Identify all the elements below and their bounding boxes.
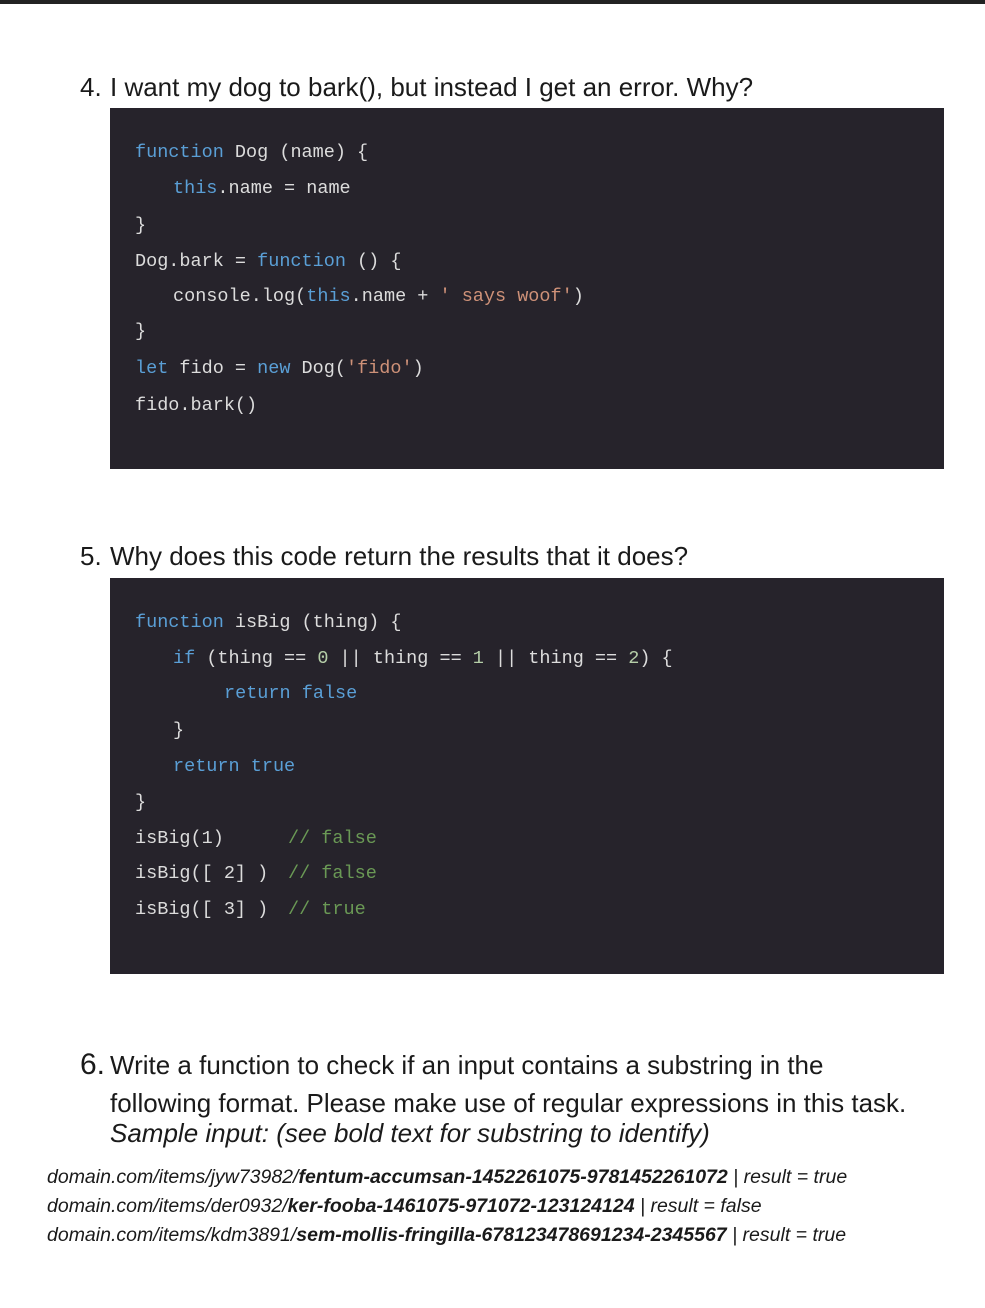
code-line: function isBig (thing) {: [135, 612, 402, 633]
code-line: return false: [224, 683, 358, 704]
sample-url-list: [47, 1163, 847, 1250]
question-text: [110, 1046, 970, 1148]
question-number: 4.: [80, 72, 102, 102]
sample-url: domain.com/items/kdm3891/sem-mollis-fringilla-678123478691234-2345567 | result = true: [47, 1224, 847, 1246]
code-line: fido.bark(): [135, 395, 258, 416]
code-comment: // true: [288, 899, 366, 920]
code-line: this.name = name: [173, 178, 351, 199]
sample-url: domain.com/items/der0932/ker-fooba-1461075-971072-123124124 | result = false: [47, 1195, 762, 1217]
code-comment: // false: [288, 828, 377, 849]
question-number: 5.: [80, 541, 102, 571]
code-line: return true: [173, 756, 296, 777]
code-line: }: [135, 215, 147, 236]
code-line: }: [173, 720, 185, 741]
code-comment: // false: [288, 863, 377, 884]
question-text-line: following format. Please make use of regular expressions in this task.: [110, 1088, 907, 1118]
code-line: let fido = new Dog('fido'): [135, 358, 424, 379]
question-4: [80, 71, 753, 103]
question-number: 6.: [80, 1048, 106, 1081]
question-text: Why does this code return the results that it does?: [110, 541, 689, 571]
code-line: Dog.bark = function () {: [135, 251, 402, 272]
question-text: I want my dog to bark(), but instead I get an error. Why?: [110, 72, 754, 102]
top-border: [0, 0, 985, 4]
code-line: }: [135, 792, 147, 813]
question-text-line: Write a function to check if an input contains a substring in the: [110, 1050, 824, 1080]
code-line: function Dog (name) {: [135, 142, 369, 163]
question-5: [80, 540, 688, 572]
code-line: isBig([ 3] ): [135, 899, 269, 920]
code-line: if (thing == 0 || thing == 1 || thing == 2) {: [173, 648, 673, 669]
code-line: console.log(this.name + ' says woof'): [173, 286, 584, 307]
code-line: isBig([ 2] ): [135, 863, 269, 884]
sample-url: domain.com/items/jyw73982/fentum-accumsan-1452261075-9781452261072 | result = true: [47, 1166, 848, 1188]
code-line: isBig(1): [135, 828, 224, 849]
code-line: }: [135, 321, 147, 342]
code-block-dog: [110, 108, 944, 469]
code-block-isbig: [110, 578, 944, 974]
sample-input-label: Sample input: (see bold text for substring to identify): [110, 1118, 710, 1148]
